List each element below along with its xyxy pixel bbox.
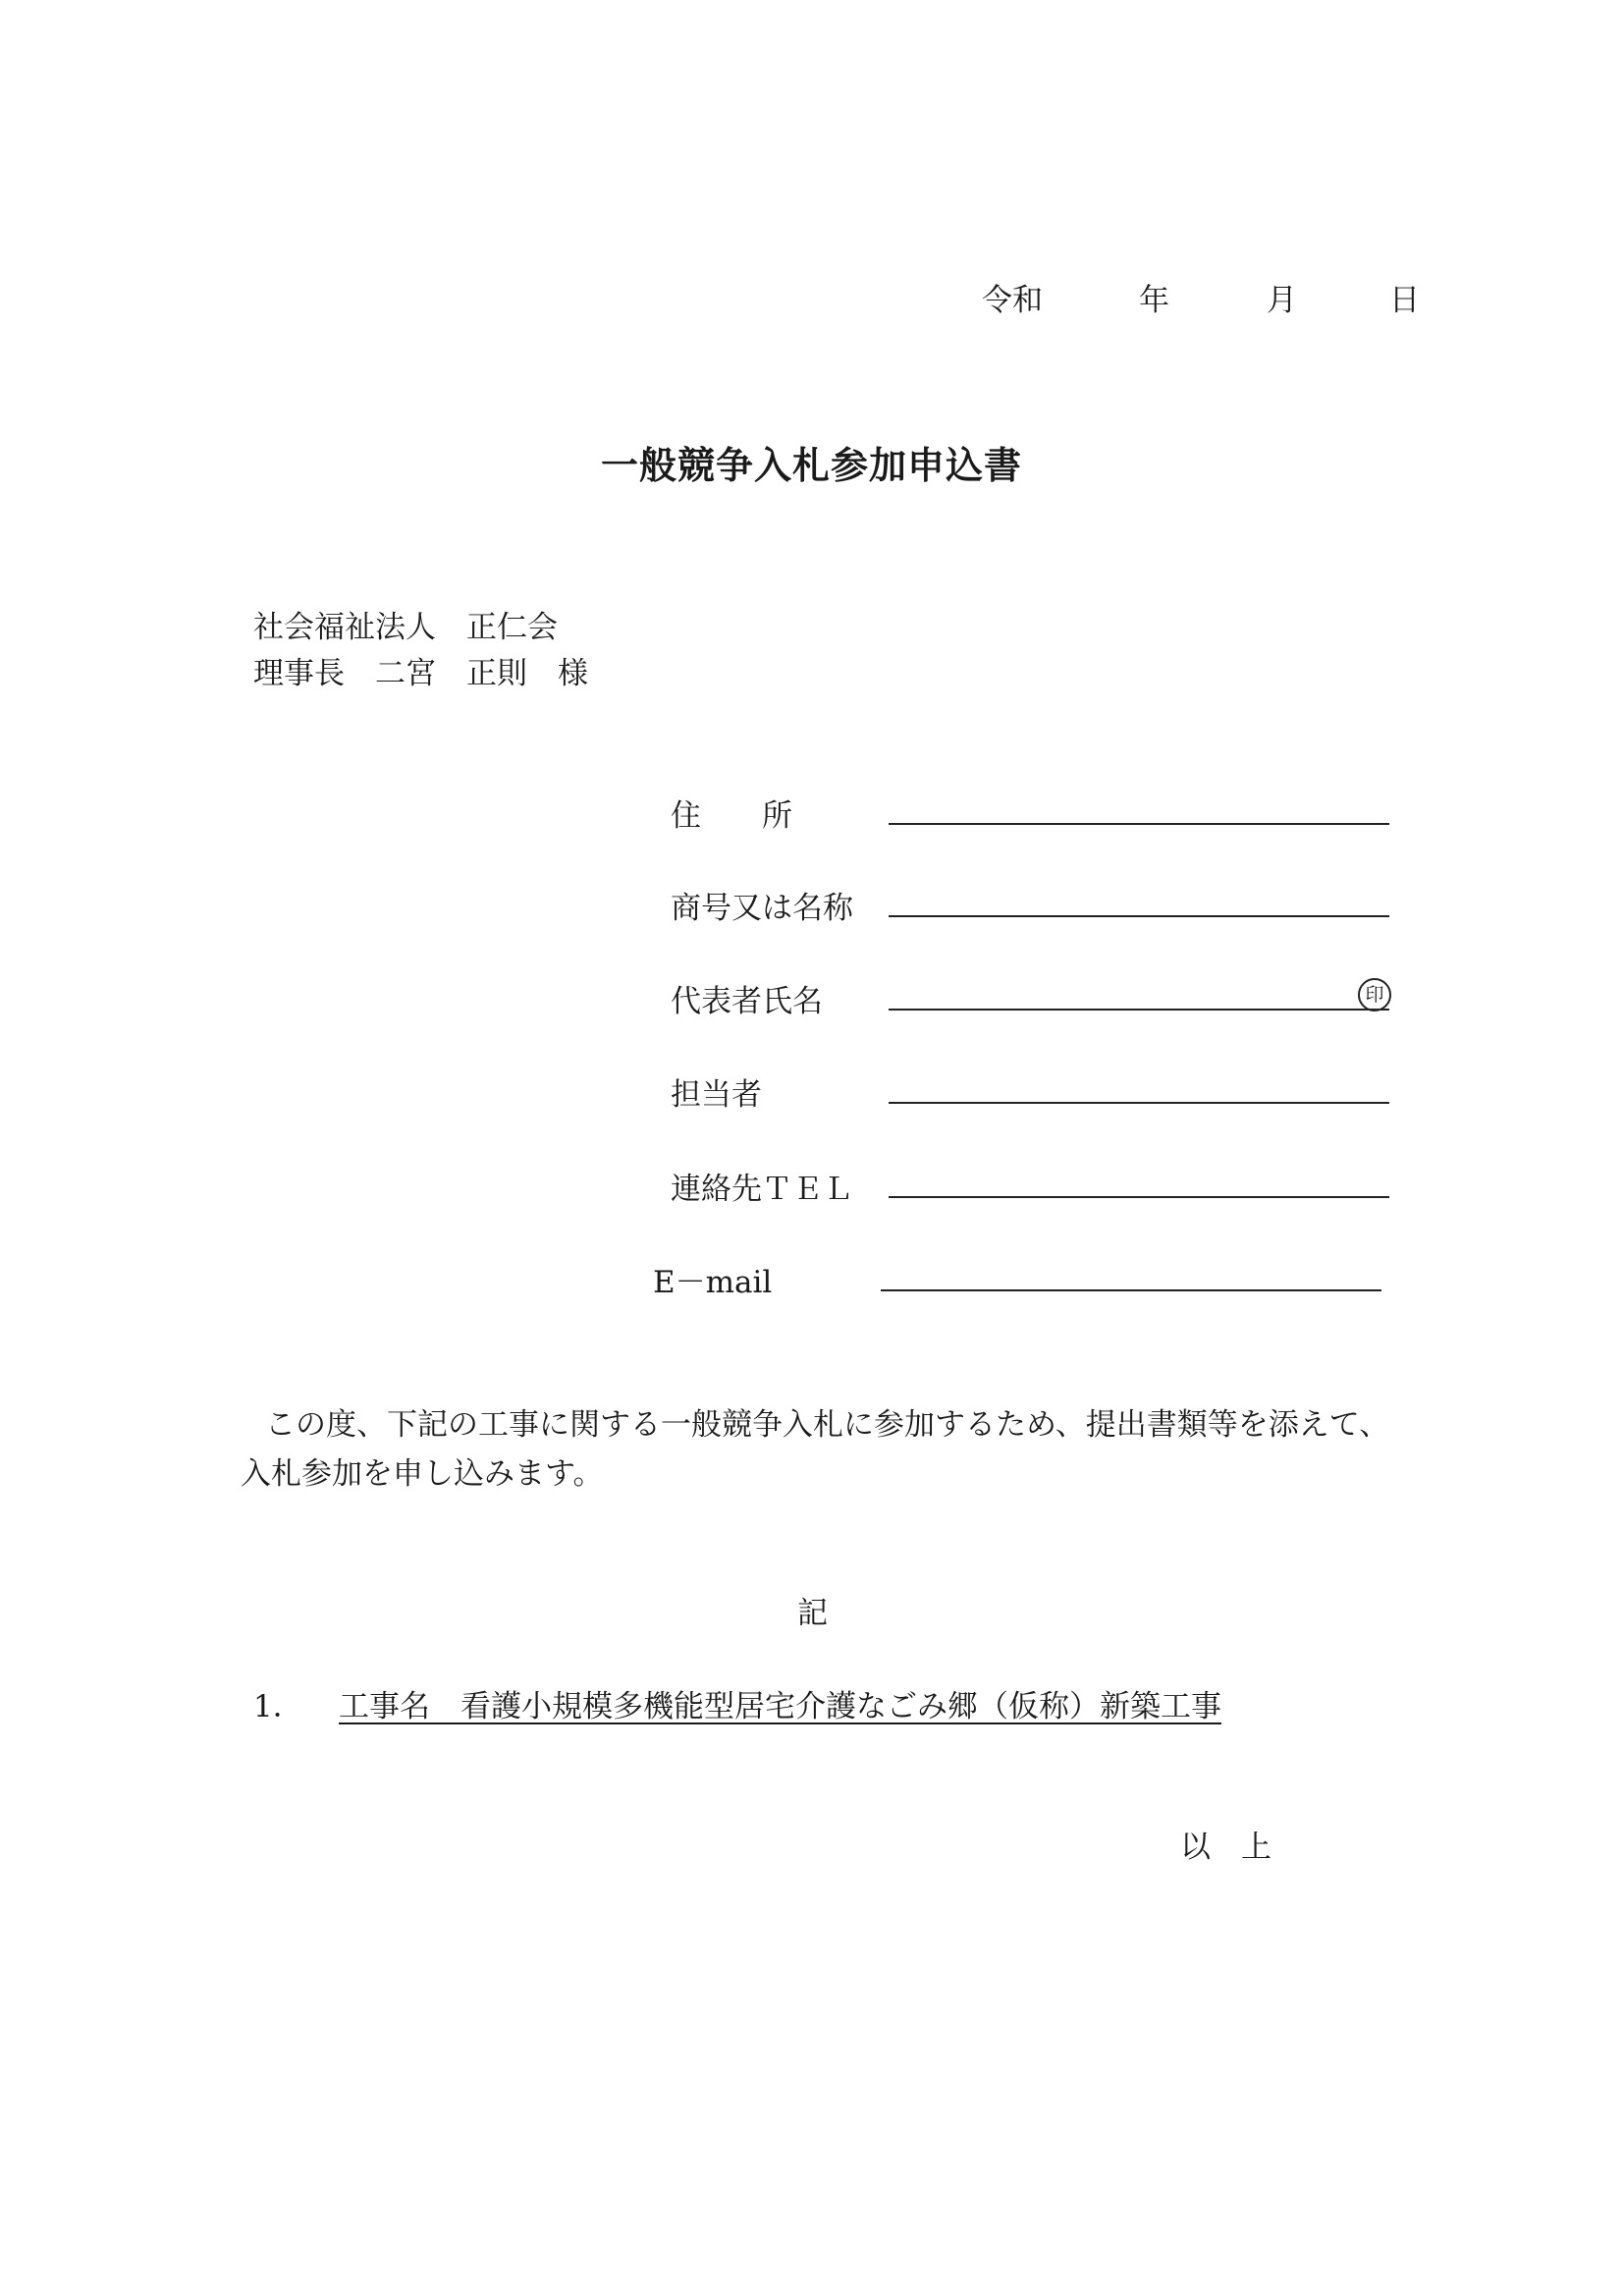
item-number: 1． [253,1689,303,1724]
date-month-label: 月 [1267,283,1297,318]
email-label: E－mail [653,1265,773,1300]
seal-mark-icon: 印 [1358,978,1391,1011]
addressee-name: 理事長 二宮 正則 様 [253,656,588,691]
contact-tel-field[interactable] [889,1196,1389,1198]
contact-tel-label: 連絡先ＴＥＬ [671,1172,853,1207]
address-label: 住 所 [671,798,792,834]
ki-heading: 記 [797,1596,828,1631]
body-text-line-2: 入札参加を申し込みます。 [241,1456,604,1492]
closing-text: 以 上 [1180,1830,1271,1865]
body-text-line-1: この度、下記の工事に関する一般競争入札に参加するため、提出書類等を添えて、 [265,1407,1390,1443]
representative-label: 代表者氏名 [671,984,823,1019]
date-day-label: 日 [1389,283,1420,318]
email-field[interactable] [881,1289,1381,1291]
company-name-field[interactable] [889,915,1389,917]
addressee-organization: 社会福祉法人 正仁会 [253,610,558,645]
contact-person-field[interactable] [889,1102,1389,1104]
company-name-label: 商号又は名称 [671,891,853,926]
date-era: 令和 [982,283,1043,318]
document-title: 一般競争入札参加申込書 [600,444,1022,487]
address-field[interactable] [889,823,1389,825]
date-year-label: 年 [1139,283,1169,318]
construction-name: 工事名 看護小規模多機能型居宅介護なごみ郷（仮称）新築工事 [339,1689,1221,1724]
contact-person-label: 担当者 [671,1077,762,1113]
representative-field[interactable] [889,1009,1389,1011]
